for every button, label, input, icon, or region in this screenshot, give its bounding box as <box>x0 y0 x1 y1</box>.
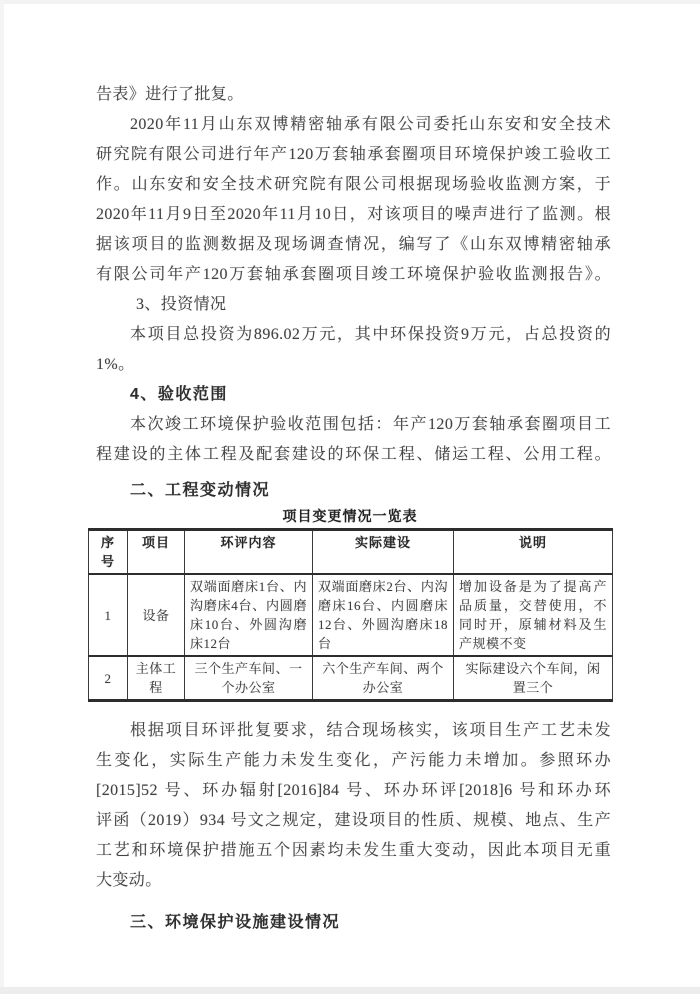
paragraph-conclusion <box>96 716 611 896</box>
heading-project-change: 二、工程变动情况 <box>130 482 271 499</box>
paragraph-approval-line: 告表》进行了批复。 <box>96 86 244 103</box>
page-edge-left <box>0 0 4 994</box>
paragraph-line: 1%。 <box>96 356 135 373</box>
paragraph-line: 研究院有限公司进行年产120万套轴承套圈项目环境保护竣工验收工 <box>96 146 611 163</box>
paragraph-scope <box>96 410 611 470</box>
paragraph-commission <box>96 110 611 290</box>
cell-actual: 六个生产车间、两个办公室 <box>313 656 454 701</box>
table-header <box>89 530 613 575</box>
cell-no: 2 <box>89 656 128 701</box>
paragraph-investment <box>96 320 611 380</box>
paragraph-line: 据该项目的监测数据及现场调查情况，编写了《山东双博精密轴承 <box>96 236 611 253</box>
table-row-main-works <box>89 656 613 701</box>
cell-actual: 双端面磨床2台、内沟磨床16台、内圆磨床12台、外圆沟磨床18台 <box>313 574 454 656</box>
heading-acceptance-scope: 4、验收范围 <box>130 386 228 403</box>
header-cell-note: 说明 <box>454 530 613 575</box>
cell-item: 主体工程 <box>128 656 185 701</box>
cell-eia: 双端面磨床1台、内沟磨床4台、内圆磨床10台、外圆沟磨床12台 <box>185 574 313 656</box>
paragraph-line: [2015]52 号、环办辐射[2016]84 号、环办环评[2018]6 号和环办环 <box>96 782 611 799</box>
cell-no: 1 <box>89 574 128 656</box>
page-edge-bottom <box>0 987 700 994</box>
header-cell-item: 项目 <box>128 530 185 575</box>
subheading-investment: 3、投资情况 <box>136 296 227 313</box>
page-edge-top <box>0 0 700 4</box>
cell-item: 设备 <box>128 574 185 656</box>
cell-note: 增加设备是为了提高产品质量，交替使用，不同时开，原辅材料及生产规模不变 <box>454 574 613 656</box>
project-change-table <box>88 528 613 702</box>
paragraph-line: 本次竣工环境保护验收范围包括：年产120万套轴承套圈项目工 <box>130 416 611 433</box>
header-cell-no: 序号 <box>89 530 128 575</box>
header-cell-eia: 环评内容 <box>185 530 313 575</box>
paragraph-line: 2020年11月山东双博精密轴承有限公司委托山东安和安全技术 <box>130 116 611 133</box>
paragraph-line: 2020年11月9日至2020年11月10日，对该项目的噪声进行了监测。根 <box>96 206 611 223</box>
document-body <box>96 80 611 938</box>
paragraph-line: 评函（2019）934 号文之规定，建设项目的性质、规模、地点、生产 <box>96 812 611 829</box>
paragraph-line: 工艺和环境保护措施五个因素均未发生重大变动，因此本项目无重 <box>96 842 611 859</box>
paragraph-line: 有限公司年产120万套轴承套圈项目竣工环境保护验收监测报告》。 <box>96 266 611 283</box>
paragraph-line: 大变动。 <box>96 872 162 889</box>
change-table-block <box>88 508 612 702</box>
cell-eia: 三个生产车间、一个办公室 <box>185 656 313 701</box>
paragraph-line: 程建设的主体工程及配套建设的环保工程、储运工程、公用工程。 <box>96 446 611 463</box>
header-cell-actual: 实际建设 <box>313 530 454 575</box>
table-row-equipment <box>89 574 613 656</box>
paragraph-line: 本项目总投资为896.02万元，其中环保投资9万元，占总投资的 <box>130 326 611 343</box>
table-body <box>89 574 613 701</box>
table-header-row <box>89 530 613 575</box>
paragraph-line: 作。山东安和安全技术研究院有限公司根据现场验收监测方案，于 <box>96 176 611 193</box>
heading-ep-facility: 三、环境保护设施建设情况 <box>130 914 341 931</box>
table-title: 项目变更情况一览表 <box>282 508 418 524</box>
paragraph-line: 根据项目环评批复要求，结合现场核实，该项目生产工艺未发 <box>130 722 611 739</box>
cell-note: 实际建设六个车间，闲置三个 <box>454 656 613 701</box>
paragraph-line: 生变化，实际生产能力未发生变化，产污能力未增加。参照环办 <box>96 752 611 769</box>
